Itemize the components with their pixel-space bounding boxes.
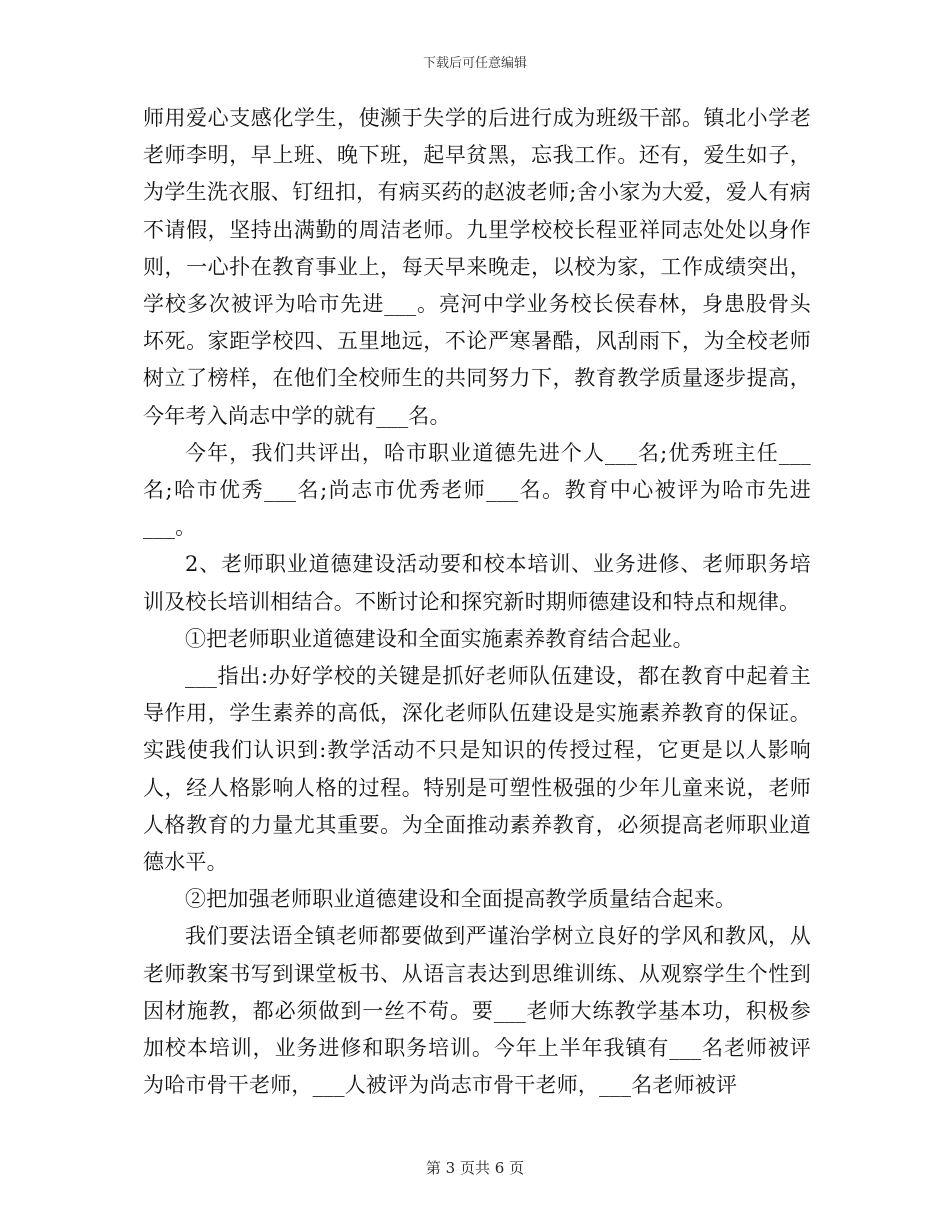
paragraph-item-1-body: ___指出:办好学校的关键是抓好老师队伍建设，都在教育中起着主导作用，学生素养的高低，深化老师队伍建设是实施素养教育的保证。实践使我们认识到:教学活动不只是知识的传授过程，它更是以人影响人，经人格影响人格的过程。特别是可塑性极强的少年儿童来说，老师人格教育的力量尤其重要。为全面推动素养教育，必须提高老师职业道德水平。	[143, 664, 811, 875]
page-header: 下载后可任意编辑	[422, 56, 527, 71]
paragraph-item-2-body: 我们要法语全镇老师都要做到严谨治学树立良好的学风和教风，从老师教案书写到课堂板书、从语言表达到思维训练、从观察学生个性到因材施教，都必须做到一丝不苟。要___老师大练教学基本功，积极参加校本培训，业务进修和职务培训。今年上半年我镇有___名老师被评为哈市骨干老师，___人被评为尚志市骨干老师，___名老师被评	[143, 924, 811, 1098]
paragraph-awards: 今年，我们共评出，哈市职业道德先进个人___名;优秀班主任___名;哈市优秀___名;尚志市优秀老师___名。教育中心被评为哈市先进___。	[143, 440, 811, 540]
paragraph-item-1: ①把老师职业道德建设和全面实施素养教育结合起业。	[185, 626, 694, 651]
paragraph-continuation: 师用爱心支感化学生，使濒于失学的后进行成为班级干部。镇北小学老老师李明，早上班、晚下班，起早贫黑，忘我工作。还有，爱生如子，为学生洗衣服、钉纽扣，有病买药的赵波老师;舍小家为大爱，爱人有病不请假，坚持出满勤的周洁老师。九里学校校长程亚祥同志处处以身作则，一心扑在教育事业上，每天早来晚走，以校为家，工作成绩突出，学校多次被评为哈市先进___。亮河中学业务校长侯春林，身患股骨头坏死。家距学校四、五里地远，不论严寒暑酷，风刮雨下，为全校老师树立了榜样，在他们全校师生的共同努力下，教育教学质量逐步提高，今年考入尚志中学的就有___名。	[143, 106, 811, 428]
paragraph-item-2: ②把加强老师职业道德建设和全面提高教学质量结合起来。	[185, 887, 737, 912]
page-number: 第 3 页共 6 页	[425, 1159, 525, 1177]
document-body	[143, 100, 811, 1104]
paragraph-section-2: 2、老师职业道德建设活动要和校本培训、业务进修、老师职务培训及校长培训相结合。不断讨论和探究新时期师德建设和特点和规律。	[143, 552, 811, 614]
